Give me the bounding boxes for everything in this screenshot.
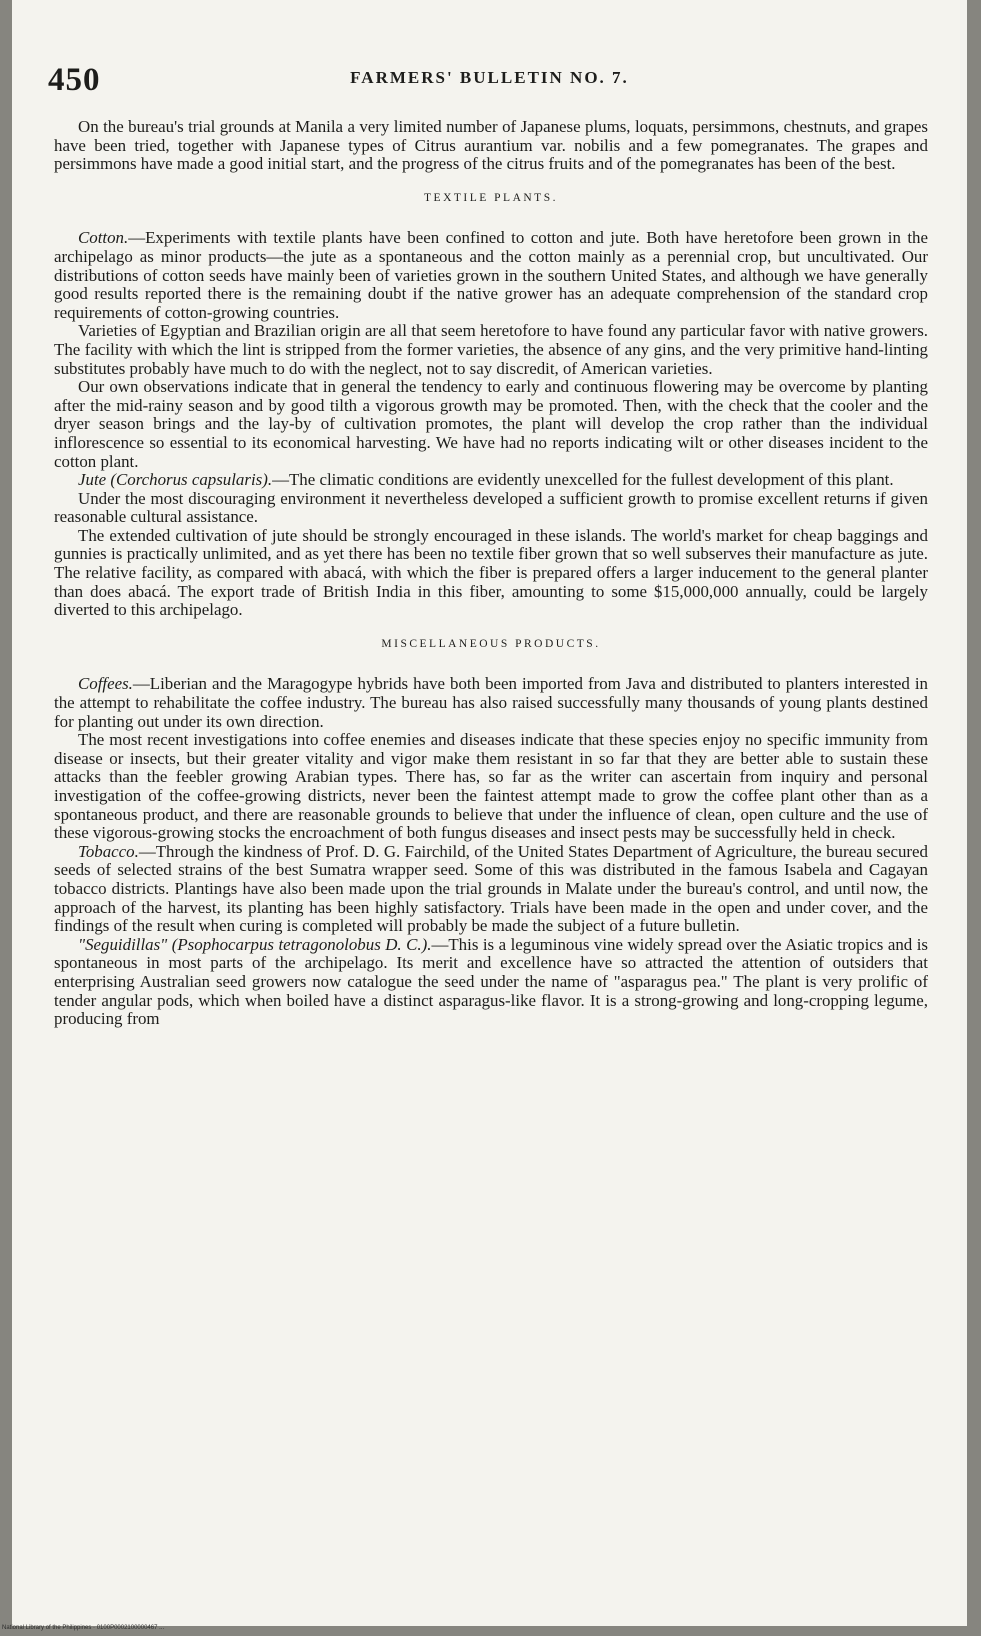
paragraph-text: Varieties of Egyptian and Brazilian origin are all that seem heretofore to have found any particular favor with native growers. The facility with which the lint is stripped from the former varieties, the absence of any gins, and the very primitive hand-linting substitutes probably have much to do with the neglect, not to say discredit, of American varieties. bbox=[54, 321, 928, 378]
running-head: FARMERS' BULLETIN NO. 7. bbox=[350, 68, 629, 87]
paragraph bbox=[54, 378, 928, 471]
paragraph-lead: Coffees. bbox=[78, 674, 133, 694]
paragraph-text: —Experiments with textile plants have been confined to cotton and jute. Both have heretofore been grown in the archipelago as minor products—the jute as a spontaneous and the cotton mainly as a perennial crop, but uncultivated. Our distributions of cotton seeds have mainly been of varieties grown in the southern United States, and although we have generally good results reported there is the remaining doubt if the native grower has an adequate comprehension of the standard crop requirements of cotton-growing countries. bbox=[54, 228, 928, 322]
paragraph-lead: "Seguidillas" (Psophocarpus tetragonolobus D. C.). bbox=[78, 934, 432, 954]
paragraph-lead: Cotton. bbox=[78, 228, 129, 248]
paragraph-text: —Liberian and the Maragogype hybrids have both been imported from Java and distributed to planters interested in the attempt to rehabilitate the coffee industry. The bureau has also raised successfully many thousands of young plants destined for planting out under its own direction. bbox=[54, 674, 928, 731]
paragraph-text: —This is a leguminous vine widely spread over the Asiatic tropics and is spontaneous in most parts of the archipelago. Its merit and excellence have so attracted the attention of outsiders that enterprising Australian seed growers now catalogue the seed under the name of "asparagus pea." The plant is very prolific of tender angular pods, which when boiled have a distinct asparagus-like flavor. It is a strong-growing and long-cropping legume, producing from bbox=[54, 934, 928, 1029]
page-header bbox=[12, 62, 967, 102]
paragraph bbox=[54, 471, 928, 490]
paragraph bbox=[54, 843, 928, 936]
paragraph-text: On the bureau's trial grounds at Manila a very limited number of Japanese plums, loquats, persimmons, chestnuts, and grapes have been tried, together with Japanese types of Citrus aurantium var. nobilis and a few pomegranates. The grapes and persimmons have made a good initial start, and the progress of the citrus fruits and of the pomegranates has been of the best. bbox=[54, 117, 928, 174]
paragraph-text: The most recent investigations into coffee enemies and diseases indicate that these species enjoy no specific immunity from disease or insects, but their greater vitality and vigor make them resistant in so far that they are better able to sustain these attacks than the feebler growing Arabian types. There has, so far as the writer can ascertain from inquiry and personal investigation of the coffee-growing districts, never been the faintest attempt made to grow the coffee plant other than as a spontaneous product, and there are reasonable grounds to believe that under the influence of clean, open culture and the use of these vigorous-growing stocks the encroachment of both fungus diseases and insect pests may be successfully held in check. bbox=[54, 730, 928, 843]
page-number: 450 bbox=[48, 62, 101, 98]
paragraph bbox=[54, 118, 928, 174]
paragraph-text: The extended cultivation of jute should be strongly encouraged in these islands. The world's market for cheap baggings and gunnies is practically unlimited, and as yet there has been no textile fiber grown that so well subserves their manufacture as jute. The relative facility, as compared with abacá, with which the fiber is prepared offers a larger inducement to the general planter than does abacá. The export trade of British India in this fiber, amounting to some $15,000,000 annually, could be largely diverted to this archipelago. bbox=[54, 525, 928, 620]
paragraph bbox=[54, 527, 928, 620]
paragraph bbox=[54, 322, 928, 378]
section-heading: MISCELLANEOUS PRODUCTS. bbox=[381, 637, 601, 650]
paragraph bbox=[54, 936, 928, 1029]
paragraph-text: Under the most discouraging environment it nevertheless developed a sufficient growth to promise excellent returns if given reasonable cultural assistance. bbox=[54, 488, 928, 527]
paragraph-text: Our own observations indicate that in general the tendency to early and continuous flowering may be overcome by planting after the mid-rainy season and by good tilth a vigorous growth may be promoted. Then, with the check that the cooler and the dryer season brings and the lay-by of cultivation promotes, the plant will develop the crop rather than the individual inflorescence so essential to its economical harvesting. We have had no reports indicating wilt or other diseases incident to the cotton plant. bbox=[54, 377, 928, 471]
section-heading: TEXTILE PLANTS. bbox=[424, 191, 558, 204]
paragraph bbox=[54, 229, 928, 322]
paragraph bbox=[54, 675, 928, 731]
scan-credit: National Library of the Philippines · 0100P0002100000467 ... bbox=[2, 1625, 165, 1631]
paragraph-text: —Through the kindness of Prof. D. G. Fairchild, of the United States Department of Agriculture, the bureau secured seeds of selected strains of the best Sumatra wrapper seed. Some of this was distributed in the famous Isabela and Cagayan tobacco districts. Plantings have also been made upon the trial grounds in Malate under the bureau's control, and until now, the approach of the harvest, its planting has been highly satisfactory. Trials have been made in the open and under cover, and the findings of the result when curing is completed will probably be made the subject of a future bulletin. bbox=[54, 841, 928, 936]
paragraph-lead: Jute (Corchorus capsularis). bbox=[78, 470, 273, 490]
paragraph bbox=[54, 731, 928, 843]
paragraph bbox=[54, 490, 928, 527]
body-text bbox=[54, 118, 928, 1029]
document-page bbox=[12, 0, 967, 1626]
paragraph-lead: Tobacco. bbox=[78, 841, 139, 861]
paragraph-text: —The climatic conditions are evidently unexcelled for the fullest development of this plant. bbox=[272, 470, 894, 490]
